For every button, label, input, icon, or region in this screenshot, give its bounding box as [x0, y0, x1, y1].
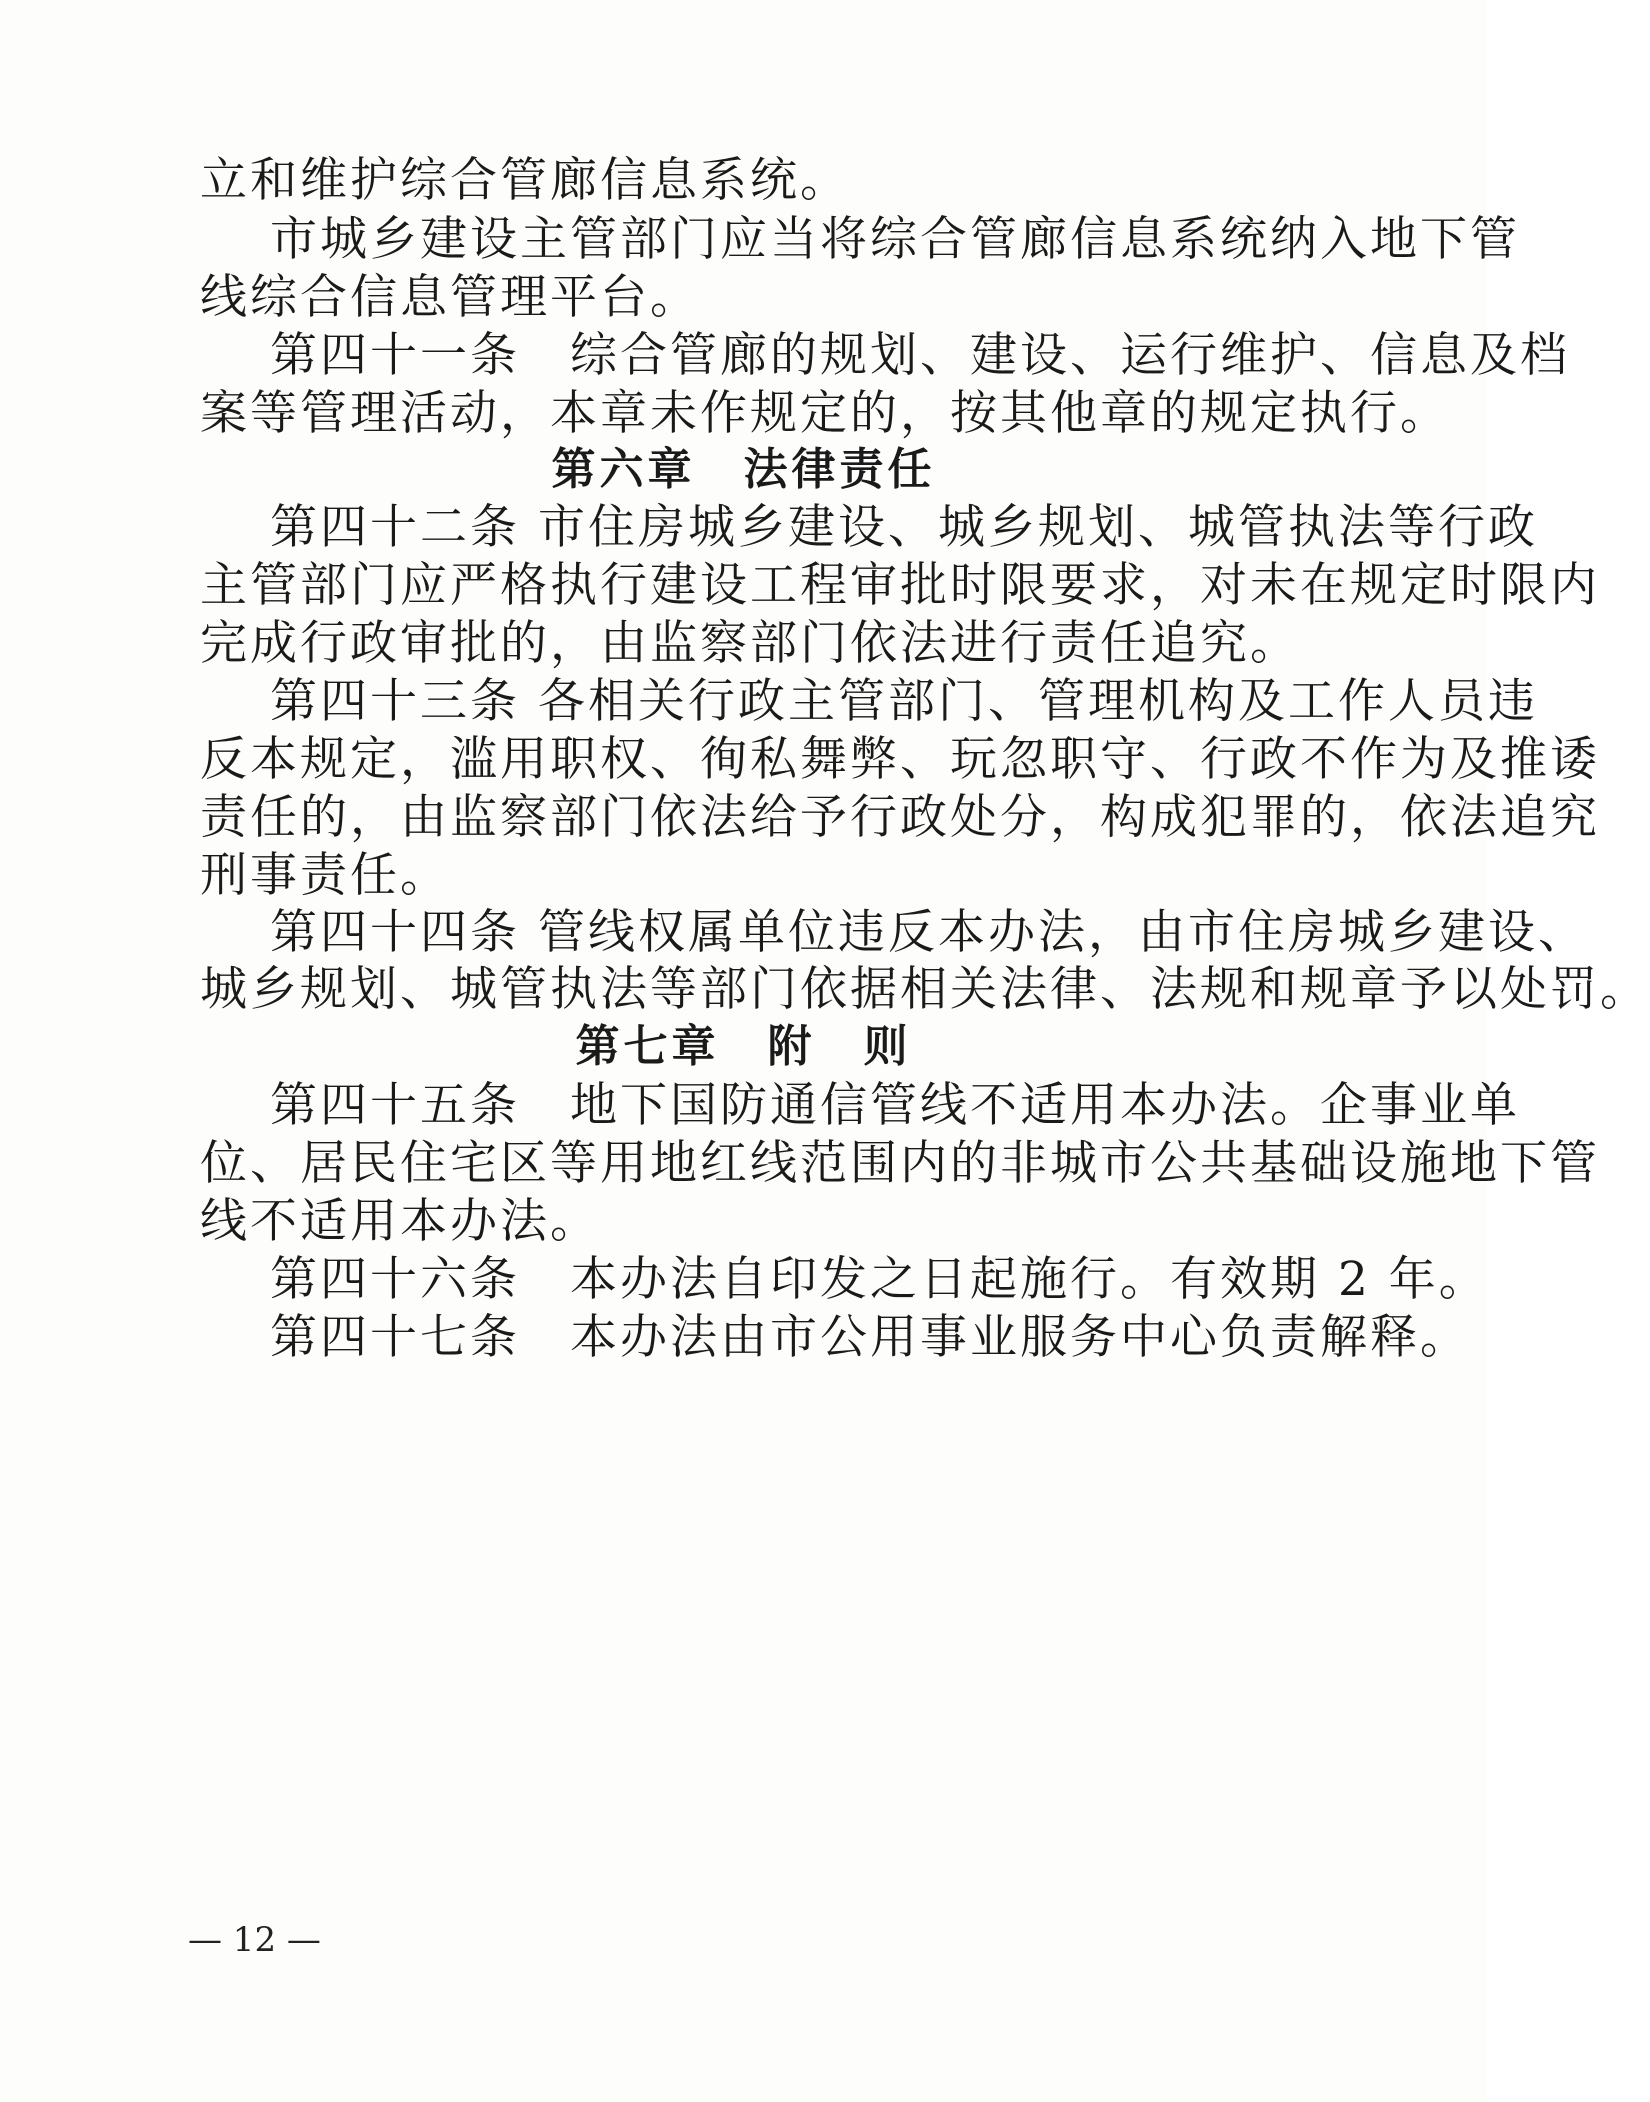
- article-43-line: 第四十三条 各相关行政主管部门、管理机构及工作人员违: [270, 674, 1538, 729]
- chapter-7-heading: 第七章 附 则: [575, 1021, 912, 1072]
- paragraph-line: 反本规定，滥用职权、徇私舞弊、玩忽职守、行政不作为及推诿: [200, 732, 1600, 787]
- paragraph-line: 城乡规划、城管执法等部门依据相关法律、法规和规章予以处罚。: [200, 962, 1650, 1017]
- paragraph-line: 主管部门应严格执行建设工程审批时限要求，对未在规定时限内: [200, 558, 1600, 613]
- article-45-line: 第四十五条 地下国防通信管线不适用本办法。企事业单: [270, 1078, 1520, 1133]
- article-42-line: 第四十二条 市住房城乡建设、城乡规划、城管执法等行政: [270, 500, 1538, 555]
- article-44-line: 第四十四条 管线权属单位违反本办法，由市住房城乡建设、: [270, 905, 1588, 960]
- page-number: — 12 —: [188, 1920, 321, 1960]
- paragraph-line: 完成行政审批的，由监察部门依法进行责任追究。: [200, 616, 1300, 671]
- paragraph-line: 案等管理活动，本章未作规定的，按其他章的规定执行。: [200, 386, 1450, 441]
- article-41-line: 第四十一条 综合管廊的规划、建设、运行维护、信息及档: [270, 328, 1570, 383]
- article-46-line: 第四十六条 本办法自印发之日起施行。有效期 2 年。: [270, 1252, 1489, 1307]
- paragraph-line: 市城乡建设主管部门应当将综合管廊信息系统纳入地下管: [270, 212, 1520, 267]
- article-47-line: 第四十七条 本办法由市公用事业服务中心负责解释。: [270, 1310, 1470, 1365]
- paragraph-line: 位、居民住宅区等用地红线范围内的非城市公共基础设施地下管: [200, 1136, 1600, 1191]
- paragraph-line: 线综合信息管理平台。: [200, 270, 700, 325]
- paragraph-line: 刑事责任。: [200, 848, 450, 903]
- paragraph-line: 线不适用本办法。: [200, 1194, 600, 1249]
- paragraph-line: 责任的，由监察部门依法给予行政处分，构成犯罪的，依法追究: [200, 790, 1600, 845]
- paragraph-line: 立和维护综合管廊信息系统。: [200, 153, 850, 208]
- chapter-6-heading: 第六章 法律责任: [551, 444, 936, 495]
